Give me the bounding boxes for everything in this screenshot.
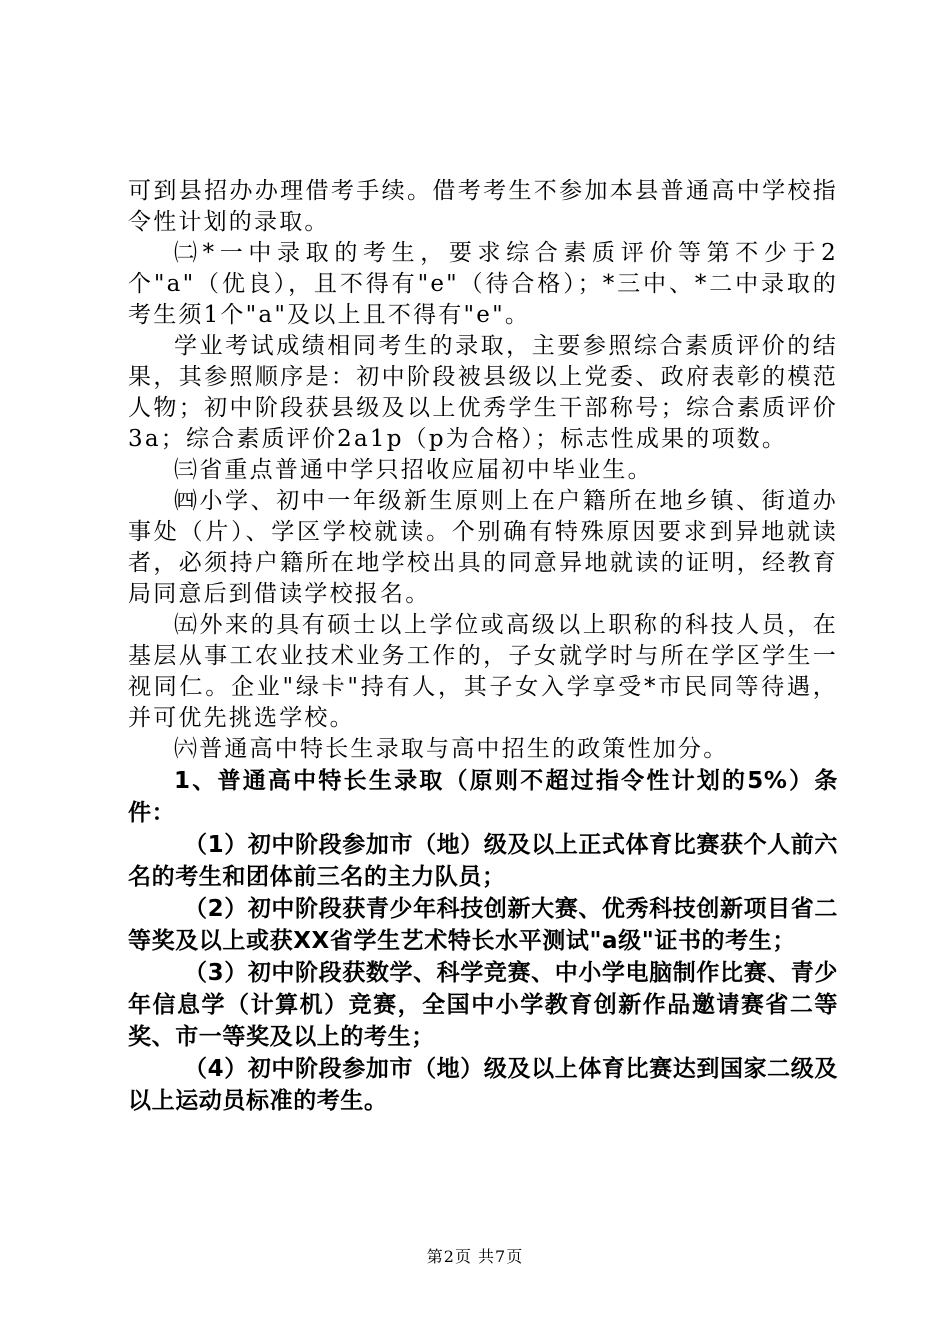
document-body	[128, 176, 838, 1117]
bold-heading-specialty-admission: 1、普通高中特长生录取（原则不超过指令性计划的5%）条件：	[128, 768, 838, 826]
paragraph-item-4: ㈣小学、初中一年级新生原则上在户籍所在地乡镇、街道办事处（片）、学区学校就读。个别确有特殊原因要求到异地就读者，必须持户籍所在地学校出具的同意异地就读的证明，经教育局同意后到借读学校报名。	[128, 488, 838, 607]
paragraph-continuation: 可到县招办办理借考手续。借考考生不参加本县普通高中学校指令性计划的录取。	[128, 178, 838, 235]
page-number-footer: 第2页 共7页	[426, 1247, 524, 1266]
bold-condition-3: （3）初中阶段获数学、科学竞赛、中小学电脑制作比赛、青少年信息学（计算机）竞赛，全国中小学教育创新作品邀请赛省二等奖、市一等奖及以上的考生；	[128, 960, 838, 1050]
paragraph-tiebreak-rules: 学业考试成绩相同考生的录取，主要参照综合素质评价的结果，其参照顺序是：初中阶段被县级以上党委、政府表彰的模范人物；初中阶段获县级及以上优秀学生干部称号；综合素质评价3a；综合素质评价2a1p（p为合格）；标志性成果的项数。	[128, 333, 838, 452]
bold-condition-2: （2）初中阶段获青少年科技创新大赛、优秀科技创新项目省二等奖及以上或获XX省学生艺术特长水平测试"a级"证书的考生；	[128, 896, 838, 954]
paragraph-item-2: ㈡*一中录取的考生，要求综合素质评价等第不少于2个"a"（优良），且不得有"e"（待合格）；*三中、*二中录取的考生须1个"a"及以上且不得有"e"。	[128, 240, 838, 328]
bold-condition-4: （4）初中阶段参加市（地）级及以上体育比赛达到国家二级及以上运动员标准的考生。	[128, 1056, 838, 1114]
paragraph-item-6: ㈥普通高中特长生录取与高中招生的政策性加分。	[174, 736, 729, 762]
bold-condition-1: （1）初中阶段参加市（地）级及以上正式体育比赛获个人前六名的考生和团体前三名的主力队员；	[128, 832, 838, 890]
paragraph-item-5: ㈤外来的具有硕士以上学位或高级以上职称的科技人员，在基层从事工农业技术业务工作的，子女就学时与所在学区学生一视同仁。企业"绿卡"持有人，其子女入学享受*市民同等待遇，并可优先挑选学校。	[128, 612, 838, 731]
paragraph-item-3: ㈢省重点普通中学只招收应届初中毕业生。	[174, 457, 653, 483]
